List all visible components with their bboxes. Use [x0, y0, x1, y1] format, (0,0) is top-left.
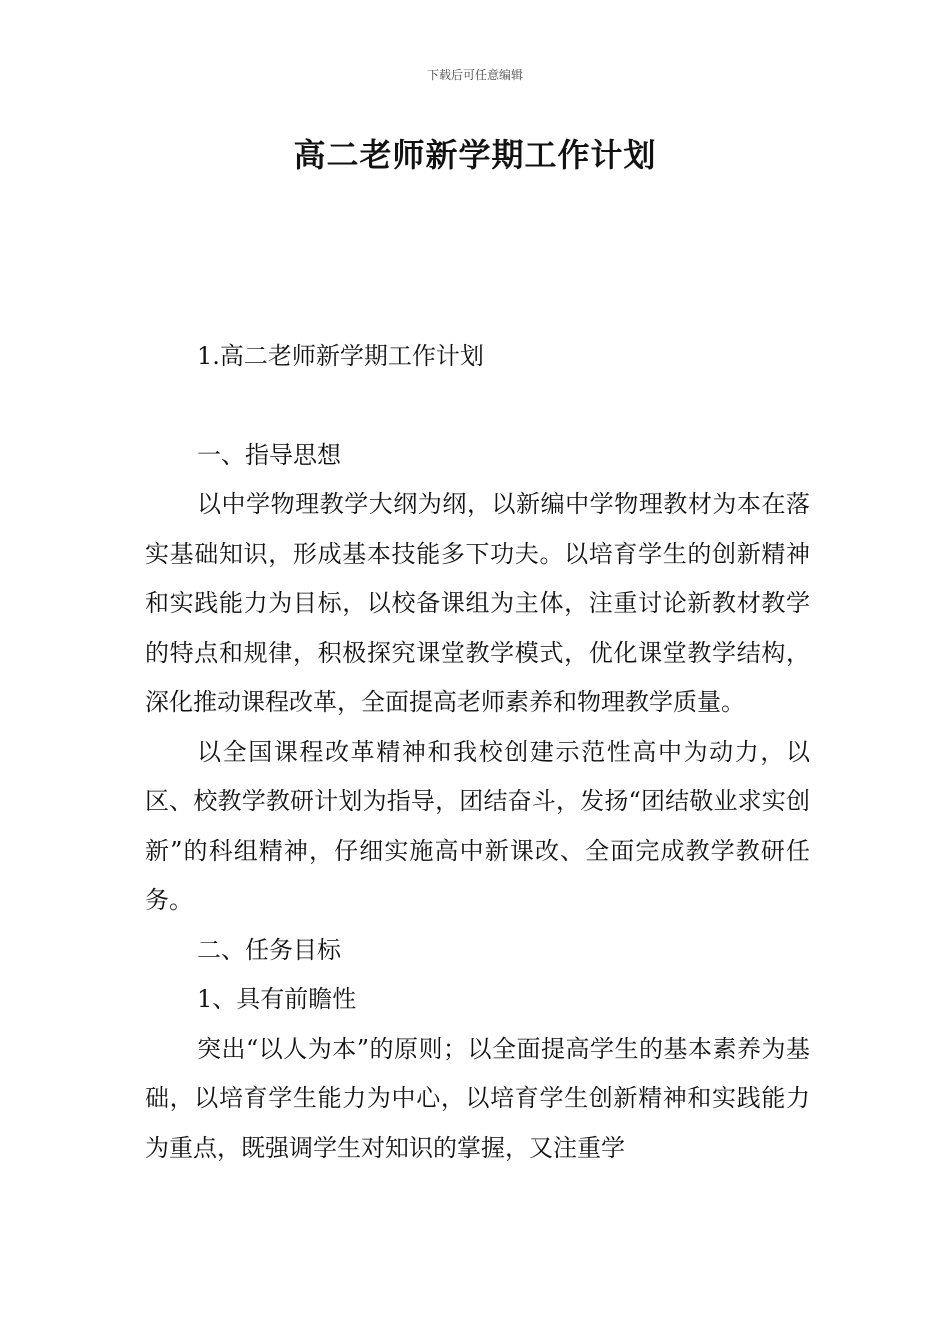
paragraph: 以全国课程改革精神和我校创建示范性高中为动力，以区、校教学教研计划为指导，团结奋斗，发扬“团结敬业求实创新”的科组精神，仔细实施高中新课改、全面完成教学教研任务。 — [145, 737, 810, 914]
document-title: 高二老师新学期工作计划 — [293, 136, 657, 174]
header-note: 下载后可任意编辑 — [426, 68, 523, 82]
subsection-heading: 1、具有前瞻性 — [197, 985, 357, 1013]
section-heading-goals: 二、任务目标 — [197, 935, 341, 964]
section-subtitle: 1.高二老师新学期工作计划 — [197, 342, 484, 370]
paragraph: 以中学物理教学大纲为纲，以新编中学物理教材为本在落实基础知识，形成基本技能多下功夫。以培育学生的创新精神和实践能力为目标，以校备课组为主体，注重讨论新教材教学的特点和规律，积极探究课堂教学模式，优化课堂教学结构，深化推动课程改革，全面提高老师素养和物理教学质量。 — [145, 490, 810, 716]
section-heading-guiding: 一、指导思想 — [197, 440, 341, 469]
document-body — [145, 332, 810, 1173]
paragraph: 突出“以人为本”的原则；以全面提高学生的基本素养为基础，以培育学生能力为中心，以培育学生创新精神和实践能力为重点，既强调学生对知识的掌握，又注重学 — [145, 1034, 810, 1162]
